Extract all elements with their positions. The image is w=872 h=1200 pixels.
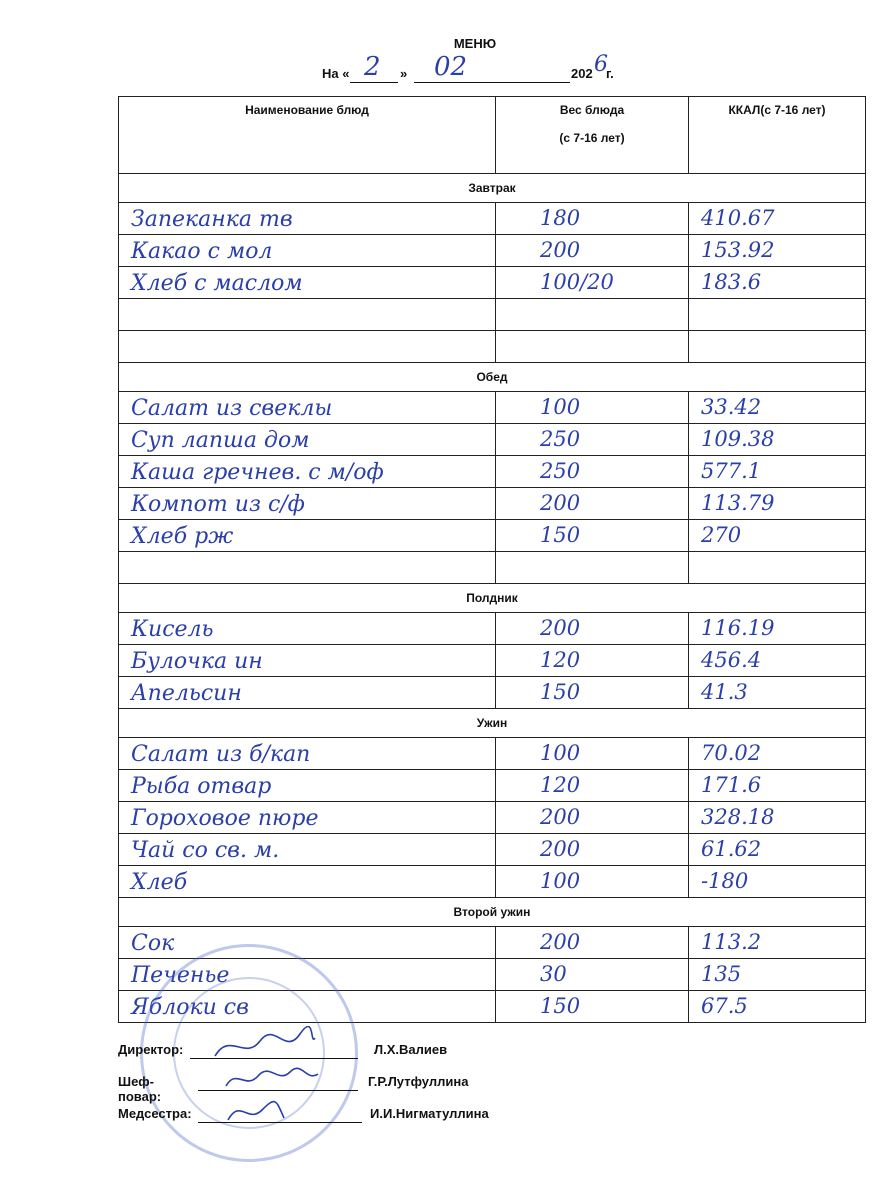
handwritten-weight: 120 — [540, 648, 581, 672]
handwritten-dish: Апельсин — [131, 680, 242, 706]
weight-cell — [496, 834, 689, 866]
weight-cell — [496, 927, 689, 959]
dish-cell — [119, 802, 496, 834]
kcal-cell — [689, 927, 866, 959]
handwritten-dish: Запеканка тв — [131, 206, 293, 232]
signature-role: Медсестра: — [118, 1106, 192, 1121]
handwritten-weight: 100/20 — [540, 270, 614, 294]
kcal-cell — [689, 834, 866, 866]
weight-cell — [496, 331, 689, 363]
weight-cell — [496, 738, 689, 770]
table-row — [119, 299, 866, 331]
kcal-cell — [689, 267, 866, 299]
table-row — [119, 267, 866, 299]
handwritten-dish: Хлеб с маслом — [131, 270, 303, 296]
weight-cell — [496, 552, 689, 584]
section-title: Второй ужин — [119, 898, 866, 927]
handwritten-kcal: 410.67 — [701, 206, 775, 230]
kcal-cell — [689, 203, 866, 235]
kcal-cell — [689, 235, 866, 267]
handwritten-dish: Булочка ин — [131, 648, 263, 674]
kcal-cell — [689, 991, 866, 1023]
weight-cell — [496, 959, 689, 991]
section-row — [119, 709, 866, 738]
table-row — [119, 424, 866, 456]
handwritten-weight: 100 — [540, 869, 581, 893]
weight-cell — [496, 267, 689, 299]
dish-cell — [119, 424, 496, 456]
weight-cell — [496, 677, 689, 709]
menu-table — [118, 96, 866, 1023]
table-row — [119, 834, 866, 866]
weight-cell — [496, 235, 689, 267]
handwritten-kcal: 171.6 — [701, 773, 762, 797]
handwritten-weight: 200 — [540, 491, 581, 515]
table-row — [119, 552, 866, 584]
dish-cell — [119, 866, 496, 898]
handwritten-weight: 150 — [540, 523, 581, 547]
handwritten-dish: Гороховое пюре — [131, 805, 319, 831]
handwritten-dish: Печенье — [131, 962, 230, 988]
handwritten-weight: 100 — [540, 395, 581, 419]
dish-cell — [119, 677, 496, 709]
handwritten-kcal: 70.02 — [701, 741, 762, 765]
kcal-cell — [689, 645, 866, 677]
signature-role: Шеф-повар: — [118, 1074, 162, 1104]
handwritten-kcal: -180 — [701, 869, 749, 893]
table-row — [119, 392, 866, 424]
handwritten-dish: Каша гречнев. с м/оф — [131, 459, 384, 485]
kcal-cell — [689, 677, 866, 709]
handwritten-dish: Чай со св. м. — [131, 837, 280, 863]
table-row — [119, 738, 866, 770]
dish-cell — [119, 267, 496, 299]
weight-cell — [496, 802, 689, 834]
table-row — [119, 456, 866, 488]
signature-name: Л.Х.Валиев — [374, 1042, 448, 1057]
dish-cell — [119, 392, 496, 424]
handwritten-weight: 180 — [540, 206, 581, 230]
document-title: МЕНЮ — [453, 36, 497, 51]
handwritten-weight: 250 — [540, 459, 581, 483]
table-row — [119, 802, 866, 834]
col-header-weight-age: (с 7-16 лет) — [559, 131, 625, 145]
table-row — [119, 613, 866, 645]
handwritten-kcal: 135 — [701, 962, 742, 986]
date-prefix: На « — [322, 66, 350, 81]
dish-cell — [119, 927, 496, 959]
section-row — [119, 363, 866, 392]
date-year-digit: 6 — [594, 52, 608, 77]
date-day-close: » — [400, 66, 408, 81]
dish-cell — [119, 299, 496, 331]
kcal-cell — [689, 424, 866, 456]
handwritten-kcal: 183.6 — [701, 270, 762, 294]
date-line — [322, 52, 642, 84]
date-year-suffix: г. — [606, 66, 614, 81]
weight-cell — [496, 613, 689, 645]
signature-name: И.И.Нигматуллина — [370, 1106, 489, 1121]
col-header-dish: Наименование блюд — [119, 97, 496, 174]
kcal-cell — [689, 770, 866, 802]
handwritten-dish: Компот из с/ф — [131, 491, 305, 517]
weight-cell — [496, 991, 689, 1023]
weight-cell — [496, 488, 689, 520]
kcal-cell — [689, 738, 866, 770]
handwritten-dish: Хлеб рж — [131, 523, 234, 549]
weight-cell — [496, 456, 689, 488]
dish-cell — [119, 552, 496, 584]
kcal-cell — [689, 392, 866, 424]
handwritten-dish: Салат из б/кап — [131, 741, 311, 767]
table-row — [119, 645, 866, 677]
kcal-cell — [689, 331, 866, 363]
handwritten-signature — [218, 1090, 328, 1130]
weight-cell — [496, 424, 689, 456]
handwritten-weight: 150 — [540, 994, 581, 1018]
dish-cell — [119, 520, 496, 552]
handwritten-kcal: 456.4 — [701, 648, 762, 672]
col-header-kcal: ККАЛ(с 7-16 лет) — [689, 97, 866, 174]
weight-cell — [496, 866, 689, 898]
table-row — [119, 520, 866, 552]
kcal-cell — [689, 959, 866, 991]
handwritten-kcal: 328.18 — [701, 805, 775, 829]
section-title: Обед — [119, 363, 866, 392]
handwritten-kcal: 113.79 — [701, 491, 775, 515]
handwritten-kcal: 116.19 — [701, 616, 775, 640]
handwritten-kcal: 153.92 — [701, 238, 775, 262]
handwritten-dish: Яблоки св — [131, 994, 249, 1020]
dish-cell — [119, 235, 496, 267]
handwritten-kcal: 41.3 — [701, 680, 748, 704]
col-header-weight — [496, 97, 689, 174]
table-row — [119, 235, 866, 267]
kcal-cell — [689, 552, 866, 584]
handwritten-weight: 200 — [540, 238, 581, 262]
handwritten-weight: 120 — [540, 773, 581, 797]
handwritten-weight: 150 — [540, 680, 581, 704]
table-row — [119, 488, 866, 520]
handwritten-weight: 200 — [540, 805, 581, 829]
weight-cell — [496, 520, 689, 552]
date-day: 2 — [364, 52, 381, 82]
kcal-cell — [689, 456, 866, 488]
weight-cell — [496, 770, 689, 802]
weight-cell — [496, 645, 689, 677]
col-header-weight-label: Вес блюда — [559, 103, 625, 117]
signature-role: Директор: — [118, 1042, 184, 1057]
table-row — [119, 331, 866, 363]
handwritten-kcal: 270 — [701, 523, 742, 547]
dish-cell — [119, 331, 496, 363]
handwritten-kcal: 67.5 — [701, 994, 748, 1018]
weight-cell — [496, 299, 689, 331]
kcal-cell — [689, 613, 866, 645]
section-title: Завтрак — [119, 174, 866, 203]
section-title: Полдник — [119, 584, 866, 613]
handwritten-weight: 250 — [540, 427, 581, 451]
handwritten-kcal: 113.2 — [701, 930, 762, 954]
handwritten-kcal: 109.38 — [701, 427, 775, 451]
dish-cell — [119, 645, 496, 677]
handwritten-kcal: 33.42 — [701, 395, 762, 419]
handwritten-dish: Салат из свеклы — [131, 395, 333, 421]
handwritten-dish: Сок — [131, 930, 175, 956]
kcal-cell — [689, 488, 866, 520]
handwritten-dish: Какао с мол — [131, 238, 273, 264]
kcal-cell — [689, 866, 866, 898]
kcal-cell — [689, 520, 866, 552]
dish-cell — [119, 770, 496, 802]
dish-cell — [119, 738, 496, 770]
handwritten-kcal: 577.1 — [701, 459, 762, 483]
handwritten-kcal: 61.62 — [701, 837, 762, 861]
signature-name: Г.Р.Лутфуллина — [368, 1074, 469, 1089]
section-title: Ужин — [119, 709, 866, 738]
table-row — [119, 866, 866, 898]
handwritten-dish: Кисель — [131, 616, 214, 642]
dish-cell — [119, 203, 496, 235]
dish-cell — [119, 456, 496, 488]
dish-cell — [119, 834, 496, 866]
handwritten-dish: Суп лапша дом — [131, 427, 310, 453]
section-row — [119, 584, 866, 613]
dish-cell — [119, 613, 496, 645]
handwritten-weight: 100 — [540, 741, 581, 765]
table-row — [119, 203, 866, 235]
handwritten-dish: Рыба отвар — [131, 773, 272, 799]
dish-cell — [119, 488, 496, 520]
table-row — [119, 770, 866, 802]
weight-cell — [496, 392, 689, 424]
kcal-cell — [689, 299, 866, 331]
section-row — [119, 174, 866, 203]
date-month: 02 — [434, 52, 468, 82]
handwritten-weight: 30 — [540, 962, 567, 986]
handwritten-weight: 200 — [540, 616, 581, 640]
handwritten-weight: 200 — [540, 837, 581, 861]
table-header — [119, 97, 866, 174]
weight-cell — [496, 203, 689, 235]
section-row — [119, 898, 866, 927]
kcal-cell — [689, 802, 866, 834]
handwritten-weight: 200 — [540, 930, 581, 954]
date-year-prefix: 202 — [571, 66, 593, 81]
handwritten-dish: Хлеб — [131, 869, 188, 895]
table-row — [119, 677, 866, 709]
